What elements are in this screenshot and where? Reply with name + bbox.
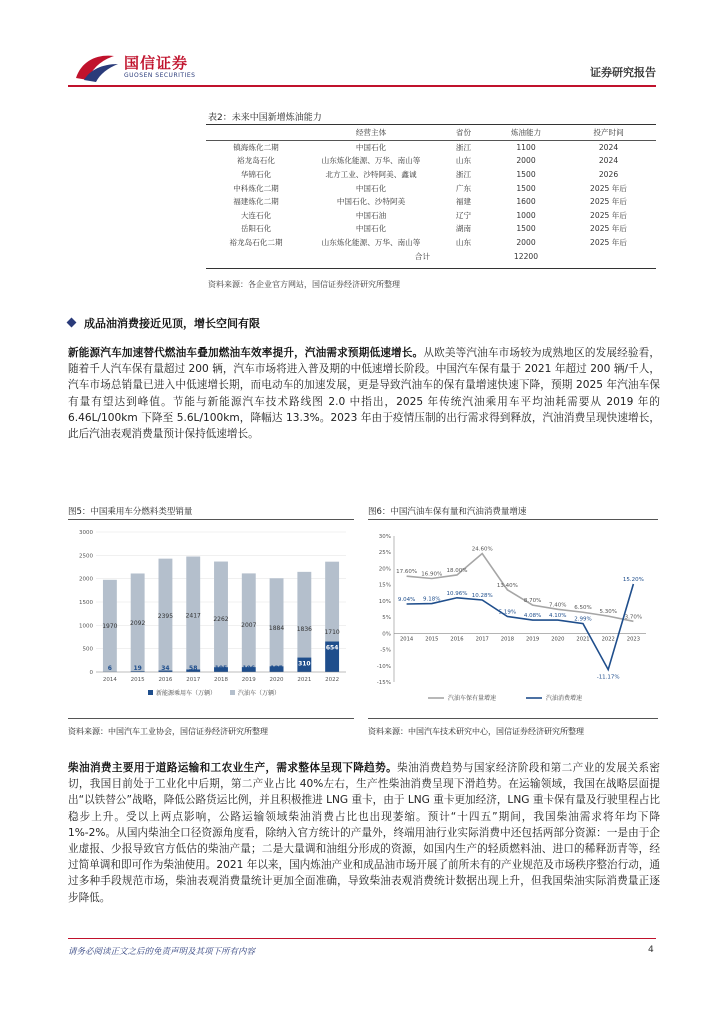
- table-cell: 中科炼化二期: [233, 183, 279, 193]
- x-tick-label: 2014: [399, 636, 414, 643]
- column-header: 省份: [436, 126, 491, 140]
- figure6-top-rule: [368, 519, 658, 520]
- stock-data-label: 24.60%: [471, 546, 493, 553]
- figure6-source: 资料来源：中国汽车技术研究中心，国信证券经济研究所整理: [368, 727, 584, 736]
- gasoline-data-label: 2262: [213, 616, 229, 624]
- y-tick-label: -10%: [376, 663, 391, 670]
- stock-data-label: 5.30%: [599, 609, 617, 616]
- table-cell: 辽宁: [455, 210, 472, 220]
- logo-text-cn: 国信证券: [124, 54, 189, 72]
- column-header: [206, 126, 306, 140]
- table-cell: 山东炼化能源、万华、南山等: [321, 238, 421, 248]
- ev-data-label: 34: [161, 665, 170, 672]
- y-tick-label: 0%: [382, 631, 391, 638]
- table-row: [206, 140, 656, 154]
- y-tick-label: 15%: [378, 582, 391, 589]
- figure5-bottom-rule: [68, 718, 354, 719]
- stock-data-label: 18.00%: [446, 567, 468, 574]
- table-cell: 2024: [598, 142, 619, 152]
- x-tick-label: 2015: [130, 677, 145, 683]
- x-tick-label: 2023: [626, 636, 641, 643]
- legend-label-consumption: 汽油消费增速: [546, 695, 583, 702]
- x-tick-label: 2018: [500, 636, 515, 643]
- consumption-data-label: 2.99%: [574, 616, 592, 623]
- table-cell: 福建炼化二期: [233, 197, 279, 207]
- table-cell: 岳阳石化: [240, 224, 272, 234]
- table-cell: 华锦石化: [240, 170, 272, 180]
- column-header: 炼油能力: [491, 126, 561, 140]
- legend-label-ev: 新能源乘用车（万辆）: [156, 690, 217, 697]
- stock-data-label: 7.40%: [549, 602, 567, 609]
- column-header: 经营主体: [306, 126, 436, 140]
- gasoline-data-label: 1836: [296, 626, 312, 634]
- y-tick-label: 500: [82, 646, 93, 653]
- table-cell: 山东: [455, 238, 472, 248]
- figure6-caption: 图6：中国汽油车保有量和汽油消费量增速: [368, 507, 527, 517]
- table-cell: 裕龙岛石化: [237, 156, 275, 166]
- x-tick-label: 2022: [325, 677, 340, 683]
- table-cell: 山东炼化能源、万华、南山等: [321, 156, 421, 166]
- ev-data-label: 654: [325, 644, 339, 652]
- table-cell: 山东: [455, 156, 472, 166]
- x-tick-label: 2018: [214, 677, 228, 683]
- stock-data-label: 3.70%: [624, 614, 643, 621]
- y-tick-label: 2500: [79, 553, 93, 560]
- table-bottom-rule: [206, 268, 656, 269]
- x-tick-label: 2021: [576, 636, 590, 643]
- table-caption: 表2：未来中国新增炼油能力: [208, 113, 322, 123]
- table-cell: 2000: [516, 156, 536, 166]
- gasoline-bar: [270, 578, 284, 666]
- paragraph-body: 柴油消费趋势与国家经济阶段和第二产业的发展关系密切，我国目前处于工业化中后期，第二产业占比 40%左右，生产性柴油消费呈现下滑趋势。在运输领域，我国在战略层面提出“以铁替公”战略，降低公路货运比例，并且积极推进 LNG 重卡，由于 LNG 重卡更加经济，LNG 重卡保有量及行驶里程占比稳步上升。受以上两点影响，公路运输领域柴油消费占比也出现萎缩。预计“十四五”期间，我国柴油需求将年均下降 1%-2%。从国内柴油全口径资源角度看，除纳入官方统计的产量外，终端用油行业实际消费中还包括两部分资源：一是由于企业虚报、少报导致官方低估的柴油产量；二是大量调和油组分形成的资源，如国内生产的轻质燃料油、进口的稀释沥青等，经过简单调和即可作为柴油使用。2021 年以来，国内炼油产业和成品油市场开展了前所未有的产业规范及市场秩序整治行动，通过多种手段规范市场，柴油表观消费量统计更加全面准确，导致柴油表观消费统计数据出现上升，但我国柴油实际消费量正逐步降低。: [68, 762, 661, 904]
- ev-data-label: 106: [242, 665, 256, 672]
- gasoline-data-label: 2395: [157, 613, 174, 621]
- legend-swatch-ev: [148, 690, 153, 695]
- legend-label-gasoline: 汽油车（万辆）: [238, 690, 281, 697]
- footer-divider: [68, 938, 656, 939]
- ev-data-label: 310: [298, 660, 311, 668]
- table-source: 资料来源：各企业官方网站，国信证券经济研究所整理: [208, 280, 400, 289]
- table-cell: 2025 年后: [590, 183, 627, 193]
- gasoline-data-label: 1884: [268, 625, 285, 633]
- y-tick-label: 2000: [79, 576, 93, 583]
- gasoline-growth-chart: [368, 522, 658, 716]
- logo-text-en: GUOSEN SECURITIES: [124, 72, 196, 79]
- paragraph-diesel: [68, 760, 660, 906]
- consumption-data-label: 10.96%: [446, 590, 468, 597]
- paragraph-lead: 新能源汽车加速替代燃油车叠加燃油车效率提升，汽油需求预期低速增长。: [68, 347, 424, 359]
- table-cell: 1500: [516, 170, 536, 180]
- paragraph-lead: 柴油消费主要用于道路运输和工农业生产，需求整体呈现下降趋势。: [68, 762, 398, 774]
- table-cell: 裕龙岛石化二期: [229, 238, 283, 248]
- table-cell: 1000: [516, 210, 536, 220]
- ev-data-label: 6: [107, 665, 112, 672]
- ev-data-label: 125: [270, 665, 283, 672]
- x-tick-label: 2014: [102, 677, 117, 683]
- consumption-data-label: -11.17%: [596, 674, 620, 681]
- gasoline-data-label: 2007: [241, 622, 257, 630]
- x-tick-label: 2020: [551, 636, 565, 643]
- stock-data-label: 16.90%: [421, 571, 443, 578]
- table-cell: 大连石化: [240, 210, 272, 220]
- gasoline-bar: [242, 573, 256, 667]
- y-tick-label: 3000: [79, 530, 93, 536]
- legend-label-stock: 汽油车保有量增速: [448, 695, 497, 702]
- figure5-source: 资料来源：中国汽车工业协会，国信证券经济研究所整理: [68, 727, 268, 736]
- total-label: 合计: [414, 251, 430, 261]
- table-cell: 2000: [516, 238, 536, 248]
- table-row: [206, 168, 656, 182]
- section-title: 成品油消费接近见顶，增长空间有限: [84, 317, 260, 330]
- consumption-data-label: 4.10%: [549, 613, 567, 620]
- table-cell: 福建: [455, 197, 472, 207]
- y-tick-label: -5%: [380, 647, 391, 654]
- consumption-data-label: 4.08%: [523, 613, 542, 620]
- x-tick-label: 2015: [425, 636, 439, 643]
- table-cell: 浙江: [455, 142, 472, 152]
- table-cell: 中国石油: [355, 210, 387, 220]
- consumption-data-label: 10.28%: [471, 592, 493, 599]
- consumption-data-label: 9.18%: [423, 596, 441, 603]
- ev-data-label: 19: [133, 665, 142, 672]
- consumption-data-label: 9.04%: [397, 597, 416, 604]
- figure5-top-rule: [68, 519, 354, 520]
- x-tick-label: 2016: [450, 636, 464, 643]
- company-logo-icon: [72, 50, 120, 84]
- y-tick-label: 5%: [382, 615, 391, 622]
- ev-data-label: 105: [214, 665, 228, 672]
- gasoline-bar: [214, 562, 228, 668]
- table-cell: 2025 年后: [590, 210, 627, 220]
- gasoline-data-label: 1970: [102, 623, 118, 631]
- y-tick-label: 30%: [378, 534, 391, 540]
- table-cell: 1500: [516, 183, 536, 193]
- x-tick-label: 2021: [297, 677, 312, 683]
- table-row: [206, 209, 656, 223]
- passenger-car-sales-chart: [68, 522, 354, 716]
- gasoline-bar: [297, 572, 311, 658]
- stock-data-label: 13.40%: [496, 582, 518, 589]
- ev-data-label: 58: [189, 665, 198, 672]
- x-tick-label: 2020: [269, 677, 284, 683]
- table-cell: 2025 年后: [590, 224, 627, 234]
- report-type-label: 证券研究报告: [590, 66, 656, 79]
- y-tick-label: 1500: [79, 600, 93, 606]
- table-cell: 中国石化: [355, 224, 387, 234]
- table-row: [206, 222, 656, 236]
- refining-capacity-table: [206, 126, 656, 263]
- y-tick-label: -15%: [376, 680, 391, 686]
- consumption-data-label: 5.19%: [498, 609, 517, 616]
- x-tick-label: 2017: [475, 636, 489, 643]
- table-cell: 1100: [516, 142, 536, 152]
- paragraph-body: 从欧美等汽油车市场较为成熟地区的发展经验看，随着千人汽车保有量超过 200 辆，汽车市场将进入普及期的中低速增长阶段。中国汽车保有量于 2021 年超过 200 辆/千人，汽车市场总销量已进入中低速增长期，而电动车的加速发展，更是导致汽油车的保有量增速快速下降，预期 2025 年汽油车保有量有望达到峰值。节能与新能源汽车技术路线图 2.0 中指出，2025 年传统汽油乘用车平均油耗需要从 2019 年的 6.46L/100km 下降至 5.6L/100km，降幅达 13.3%。2023 年由于疫情压制的出行需求得到释放，汽油消费呈现快速增长，此后汽油表观消费量预计保持低速增长。: [68, 347, 661, 441]
- y-tick-label: 1000: [79, 623, 93, 630]
- y-tick-label: 0: [89, 670, 93, 676]
- table-cell: 2024: [598, 156, 619, 166]
- table-cell: 中国石化: [355, 183, 387, 193]
- table-row: [206, 236, 656, 250]
- table-total-row: [206, 249, 656, 263]
- table-row: [206, 154, 656, 168]
- y-tick-label: 10%: [378, 598, 391, 605]
- table-header-row: [206, 126, 656, 140]
- x-tick-label: 2016: [158, 677, 173, 683]
- table-cell: 1500: [516, 224, 536, 234]
- table-cell: 中国石化、沙特阿美: [336, 197, 406, 207]
- table-cell: 2025 年后: [590, 197, 627, 207]
- table-row: [206, 181, 656, 195]
- table-cell: 2026: [598, 170, 619, 180]
- consumption-data-label: 15.20%: [622, 577, 644, 584]
- table-cell: 中国石化: [355, 142, 387, 152]
- total-value: 12200: [513, 251, 539, 261]
- x-tick-label: 2019: [241, 677, 256, 683]
- table-top-rule: [206, 124, 656, 125]
- gasoline-data-label: 2092: [130, 620, 146, 628]
- table-cell: 浙江: [455, 170, 472, 180]
- table-row: [206, 195, 656, 209]
- y-tick-label: 25%: [378, 550, 391, 557]
- x-tick-label: 2019: [525, 636, 540, 643]
- gasoline-data-label: 1710: [324, 629, 340, 637]
- x-tick-label: 2017: [186, 677, 201, 683]
- table-cell: 北方工业、沙特阿美、鑫诚: [325, 170, 417, 180]
- figure5-caption: 图5：中国乘用车分燃料类型销量: [68, 507, 193, 517]
- y-tick-label: 20%: [378, 566, 391, 573]
- stock-data-label: 17.60%: [396, 569, 418, 576]
- figure6-bottom-rule: [368, 718, 658, 719]
- table-cell: 2025 年后: [590, 238, 627, 248]
- x-tick-label: 2022: [601, 636, 615, 643]
- gasoline-data-label: 2417: [185, 612, 201, 620]
- table-cell: 1600: [516, 197, 536, 207]
- table-cell: 广东: [455, 183, 472, 193]
- stock-data-label: 8.70%: [523, 598, 542, 605]
- section-bullet-icon: [67, 318, 77, 328]
- header-divider: [68, 85, 656, 87]
- paragraph-gasoline: [68, 345, 660, 442]
- table-cell: 湖南: [455, 224, 472, 234]
- stock-data-label: 6.50%: [574, 605, 592, 612]
- page-number: 4: [648, 945, 654, 955]
- column-header: 投产时间: [561, 126, 656, 140]
- legend-swatch-gasoline: [230, 690, 235, 695]
- table-cell: 镇海炼化二期: [233, 142, 279, 152]
- footer-disclaimer: 请务必阅读正文之后的免责声明及其项下所有内容: [68, 947, 256, 957]
